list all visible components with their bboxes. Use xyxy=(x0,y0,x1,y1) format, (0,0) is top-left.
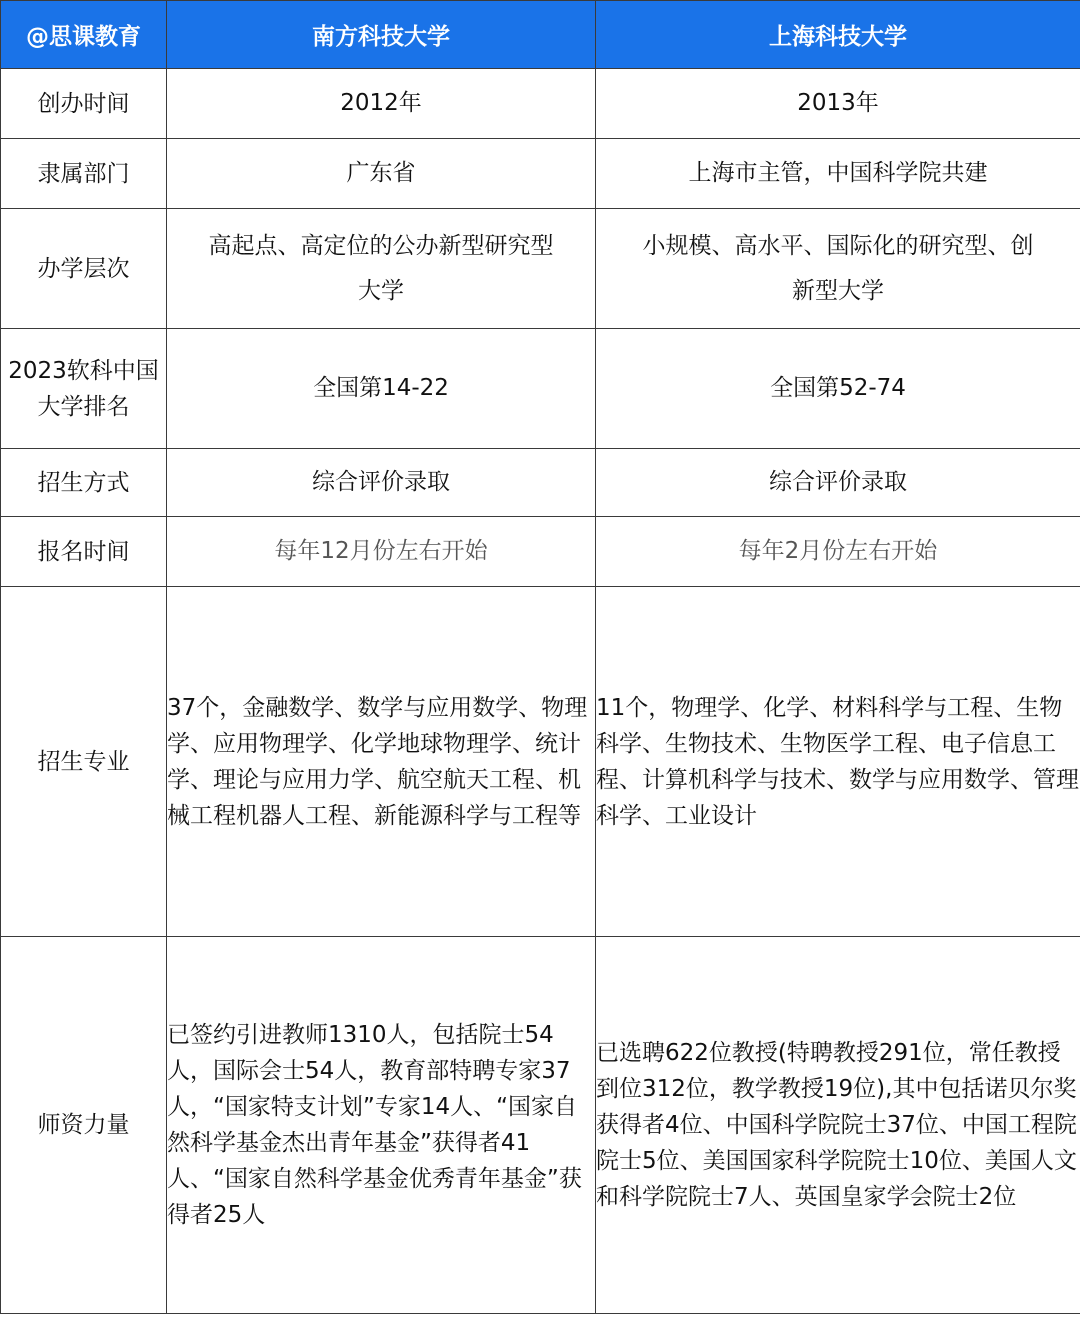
shanghaitech-cell: 已选聘622位教授(特聘教授291位，常任教授到位312位，教学教授19位),其中包括诺贝尔奖获得者4位、中国科学院院士37位、中国工程院院士5位、美国国家科学院院士10位、美国人文和科学院院士7人、英国皇家学会院士2位 xyxy=(596,937,1080,1314)
sustech-cell: 37个，金融数学、数学与应用数学、物理学、应用物理学、化学地球物理学、统计学、理论与应用力学、航空航天工程、机械工程机器人工程、新能源科学与工程等 xyxy=(167,587,596,937)
table-row xyxy=(1,587,1080,937)
sustech-cell: 高起点、高定位的公办新型研究型大学 xyxy=(167,209,596,329)
shanghaitech-cell: 每年2月份左右开始 xyxy=(596,517,1080,587)
sustech-cell: 广东省 xyxy=(167,139,596,209)
row-label: 创办时间 xyxy=(1,69,167,139)
sustech-cell: 2012年 xyxy=(167,69,596,139)
header-row xyxy=(1,1,1080,69)
table-row xyxy=(1,449,1080,517)
row-label: 招生专业 xyxy=(1,587,167,937)
sustech-cell: 已签约引进教师1310人，包括院士54人，国际会士54人，教育部特聘专家37人，“国家特支计划”专家14人、“国家自然科学基金杰出青年基金”获得者41人、“国家自然科学基金优秀青年基金”获得者25人 xyxy=(167,937,596,1314)
shanghaitech-cell: 11个，物理学、化学、材料科学与工程、生物科学、生物技术、生物医学工程、电子信息工程、计算机科学与技术、数学与应用数学、管理科学、工业设计 xyxy=(596,587,1080,937)
shanghaitech-header: 上海科技大学 xyxy=(596,1,1080,69)
shanghaitech-cell: 2013年 xyxy=(596,69,1080,139)
shanghaitech-cell: 小规模、高水平、国际化的研究型、创新型大学 xyxy=(596,209,1080,329)
sustech-cell: 全国第14-22 xyxy=(167,329,596,449)
table-row xyxy=(1,329,1080,449)
sustech-cell: 综合评价录取 xyxy=(167,449,596,517)
row-label: 师资力量 xyxy=(1,937,167,1314)
table-row xyxy=(1,209,1080,329)
row-label: 2023软科中国大学排名 xyxy=(1,329,167,449)
row-label: 报名时间 xyxy=(1,517,167,587)
shanghaitech-cell: 上海市主管，中国科学院共建 xyxy=(596,139,1080,209)
brand-header: @思课教育 xyxy=(1,1,167,69)
table-row xyxy=(1,69,1080,139)
sustech-cell: 每年12月份左右开始 xyxy=(167,517,596,587)
row-label: 办学层次 xyxy=(1,209,167,329)
table-row xyxy=(1,139,1080,209)
table-row xyxy=(1,517,1080,587)
sustech-header: 南方科技大学 xyxy=(167,1,596,69)
table-row xyxy=(1,937,1080,1314)
row-label: 隶属部门 xyxy=(1,139,167,209)
shanghaitech-cell: 综合评价录取 xyxy=(596,449,1080,517)
row-label: 招生方式 xyxy=(1,449,167,517)
shanghaitech-cell: 全国第52-74 xyxy=(596,329,1080,449)
